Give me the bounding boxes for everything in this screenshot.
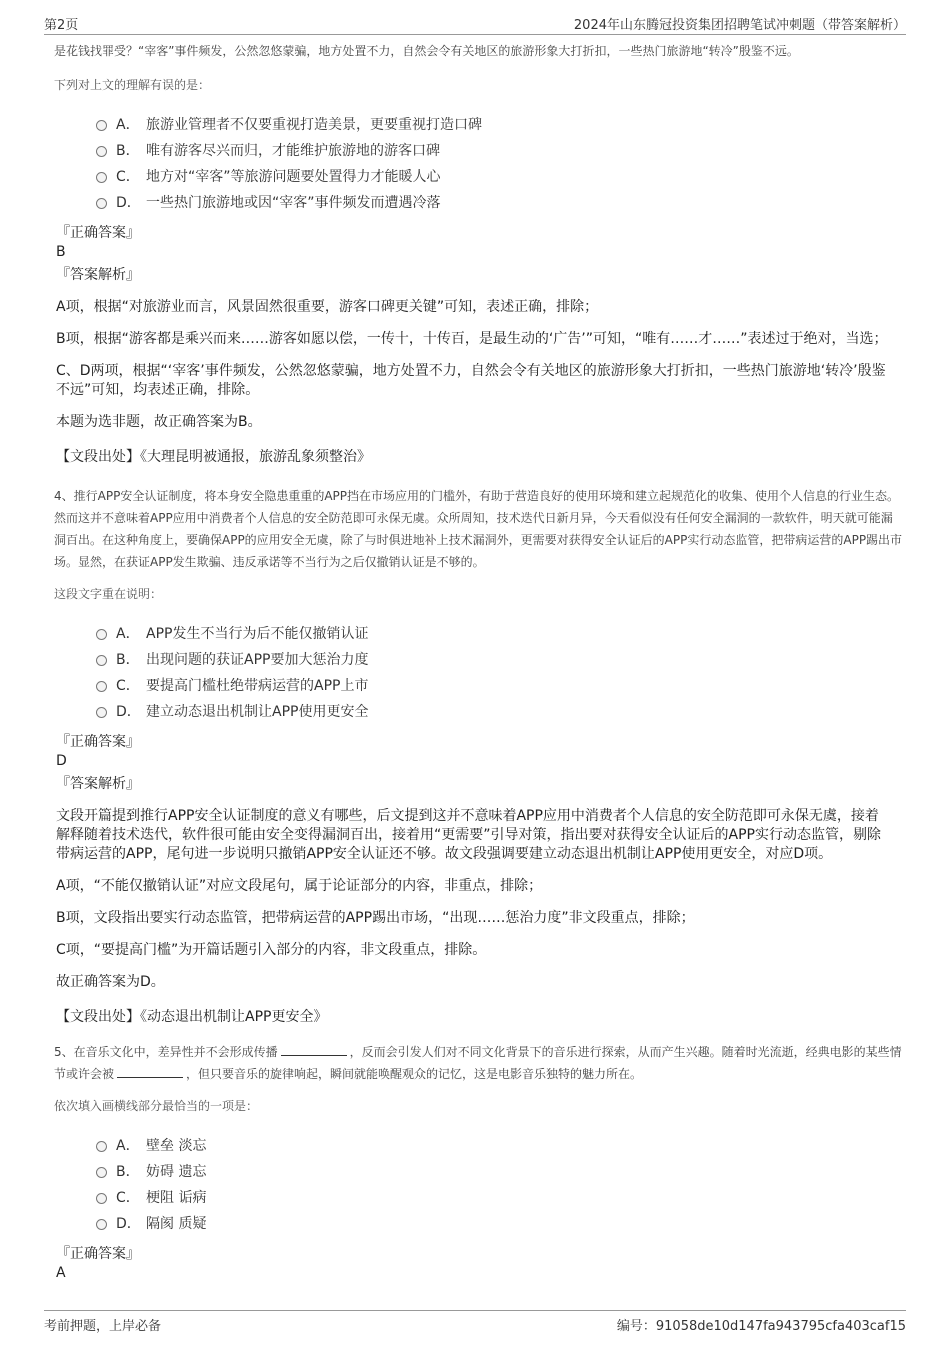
option-d[interactable]: D． 一些热门旅游地或因“宰客”事件频发而遭遇冷落 xyxy=(96,190,904,216)
option-c[interactable]: C． 地方对“宰客”等旅游问题要处置得力才能暖人心 xyxy=(96,164,904,190)
option-b[interactable]: B． 妨碍 遗忘 xyxy=(96,1159,904,1185)
analysis-paragraph: 本题为选非题，故正确答案为B。 xyxy=(56,414,262,430)
option-c[interactable]: C． 梗阻 诟病 xyxy=(96,1185,904,1211)
option-c[interactable]: C． 要提高门槛杜绝带病运营的APP上市 xyxy=(96,673,904,699)
analysis-paragraph: B项，根据“游客都是乘兴而来……游客如愿以偿，一传十，十传百，是最生动的‘广告’”可知，“唯有……才……”表述过于绝对，当选； xyxy=(56,331,888,347)
footer-slogan: 考前押题，上岸必备 xyxy=(44,1319,162,1334)
radio-icon[interactable] xyxy=(96,655,107,666)
question-4 xyxy=(54,485,904,1027)
page-header xyxy=(44,12,906,35)
question-4-passage: 4、推行APP安全认证制度，将本身安全隐患重重的APP挡在市场应用的门槛外，有助于营造良好的使用环境和建立起规范化的收集、使用个人信息的行业生态。然而这并不意味着APP应用中消费者个人信息的安全防范即可永保无虞。众所周知，技术迭代日新月异，今天看似没有任何安全漏洞的一款软件，明天就可能漏洞百出。在这种角度上，要确保APP的应用安全无虞，除了与时俱进地补上技术漏洞外，更需要对获得安全认证后的APP实行动态监管，把带病运营的APP踢出市场。显然，在获证APP发生欺骗、违反承诺等不当行为之后仅撤销认证是不够的。 xyxy=(54,489,903,569)
question-3-passage: 是花钱找罪受？“宰客”事件频发，公然忽悠蒙骗，地方处置不力，自然会令有关地区的旅游形象大打折扣，一些热门旅游地“转冷”殷鉴不远。 xyxy=(54,44,799,58)
analysis-paragraph: 文段开篇提到推行APP安全认证制度的意义有哪些，后文提到这并不意味着APP应用中消费者个人信息的安全防范即可永保无虞，接着解释随着技术迭代，软件很可能由安全变得漏洞百出，接着用“更需要”引导对策，指出要对获得安全认证后的APP实行动态监管，剔除带病运营的APP，尾句进一步说明只撤销APP安全认证还不够。故文段强调要建立动态退出机制让APP使用更安全，对应D项。 xyxy=(56,808,881,862)
page-content xyxy=(54,40,904,1283)
question-4-prompt: 这段文字重在说明： xyxy=(54,587,163,601)
option-a[interactable]: A． 旅游业管理者不仅要重视打造美景，更要重视打造口碑 xyxy=(96,112,904,138)
radio-icon[interactable] xyxy=(96,1219,107,1230)
radio-icon[interactable] xyxy=(96,707,107,718)
analysis-paragraph: C项，“要提高门槛”为开篇话题引入部分的内容，非文段重点，排除。 xyxy=(56,942,487,958)
source-citation: 【文段出处】《大理昆明被通报，旅游乱象须整治》 xyxy=(56,449,371,465)
analysis-paragraph: A项，根据“对旅游业而言，风景固然很重要，游客口碑更关键”可知，表述正确，排除； xyxy=(56,299,599,315)
answer-value: B xyxy=(56,244,66,260)
option-a[interactable]: A． 壁垒 淡忘 xyxy=(96,1133,904,1159)
question-5-prompt: 依次填入画横线部分最恰当的一项是： xyxy=(54,1099,259,1113)
radio-icon[interactable] xyxy=(96,1193,107,1204)
answer-value: D xyxy=(56,753,67,769)
answer-label: 『正确答案』 xyxy=(56,734,140,750)
option-b[interactable]: B． 唯有游客尽兴而归，才能维护旅游地的游客口碑 xyxy=(96,138,904,164)
radio-icon[interactable] xyxy=(96,1167,107,1178)
answer-label: 『正确答案』 xyxy=(56,225,140,241)
document-serial: 编号：91058de10d147fa943795cfa403caf15 xyxy=(616,1319,906,1334)
radio-icon[interactable] xyxy=(96,629,107,640)
radio-icon[interactable] xyxy=(96,681,107,692)
fill-blank xyxy=(281,1043,347,1056)
document-title: 2024年山东腾冠投资集团招聘笔试冲刺题（带答案解析） xyxy=(573,18,906,33)
answer-label: 『正确答案』 xyxy=(56,1246,140,1262)
source-citation: 【文段出处】《动态退出机制让APP更安全》 xyxy=(56,1009,328,1025)
answer-value: A xyxy=(56,1265,66,1281)
question-3-options xyxy=(96,112,904,216)
analysis-paragraph: 故正确答案为D。 xyxy=(56,974,165,990)
page-number: 第2页 xyxy=(44,18,79,33)
analysis-label: 『答案解析』 xyxy=(56,267,140,283)
page-footer xyxy=(44,1310,906,1335)
question-5-passage: 5、在音乐文化中，差异性并不会形成传播 ，反而会引发人们对不同文化背景下的音乐进行探索，从而产生兴趣。随着时光流逝，经典电影的某些情节或许会被 ，但只要音乐的旋律响起，瞬间就能唤醒观众的记忆，这是电影音乐独特的魅力所在。 xyxy=(54,1045,902,1081)
analysis-paragraph: C、D两项，根据“‘宰客’事件频发，公然忽悠蒙骗，地方处置不力，自然会令有关地区的旅游形象大打折扣，一些热门旅游地‘转冷’殷鉴不远”可知，均表述正确，排除。 xyxy=(56,363,886,398)
radio-icon[interactable] xyxy=(96,1141,107,1152)
option-b[interactable]: B． 出现问题的获证APP要加大惩治力度 xyxy=(96,647,904,673)
question-5 xyxy=(54,1041,904,1283)
analysis-label: 『答案解析』 xyxy=(56,776,140,792)
question-3-prompt: 下列对上文的理解有误的是： xyxy=(54,78,211,92)
question-4-options xyxy=(96,621,904,725)
radio-icon[interactable] xyxy=(96,120,107,131)
option-d[interactable]: D． 建立动态退出机制让APP使用更安全 xyxy=(96,699,904,725)
radio-icon[interactable] xyxy=(96,146,107,157)
analysis-paragraph: A项，“不能仅撤销认证”对应文段尾句，属于论证部分的内容，非重点，排除； xyxy=(56,878,543,894)
option-d[interactable]: D． 隔阂 质疑 xyxy=(96,1211,904,1237)
option-a[interactable]: A． APP发生不当行为后不能仅撤销认证 xyxy=(96,621,904,647)
analysis-paragraph: B项，文段指出要实行动态监管，把带病运营的APP踢出市场，“出现……惩治力度”非文段重点，排除； xyxy=(56,910,695,926)
fill-blank xyxy=(117,1065,183,1078)
question-3 xyxy=(54,40,904,467)
radio-icon[interactable] xyxy=(96,198,107,209)
radio-icon[interactable] xyxy=(96,172,107,183)
question-5-options xyxy=(96,1133,904,1237)
